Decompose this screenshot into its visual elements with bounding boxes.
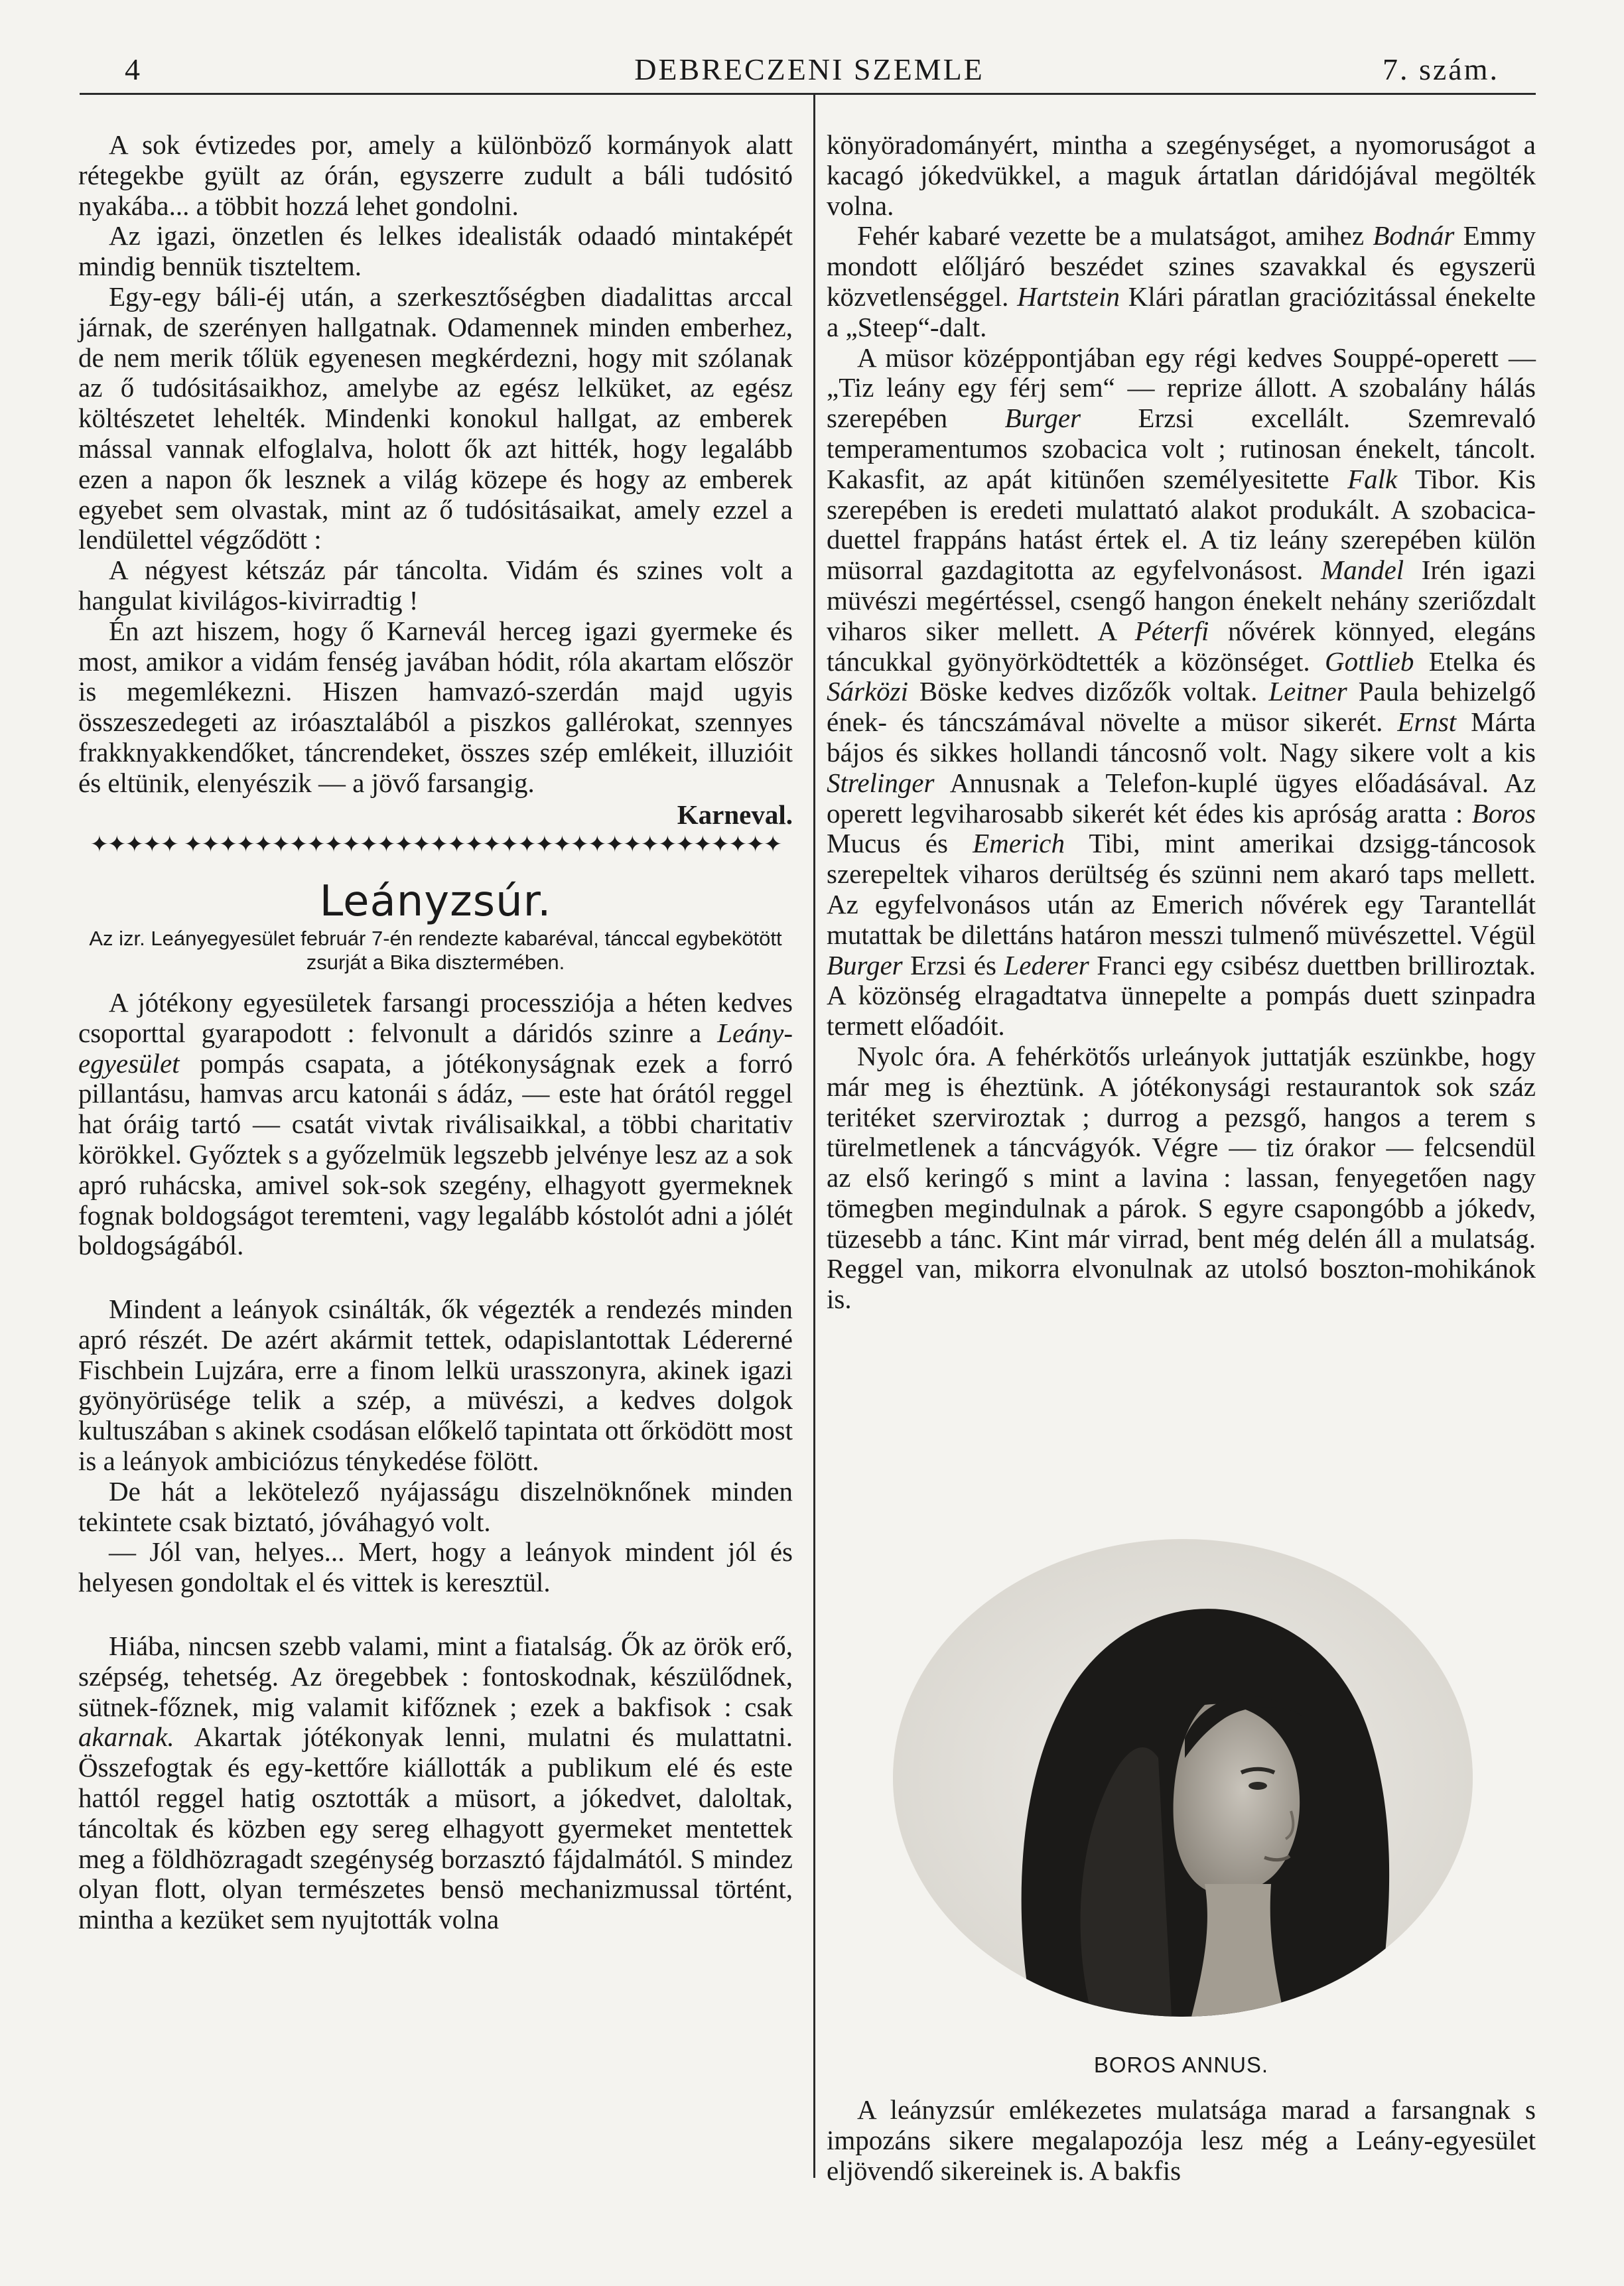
paragraph: Egy-egy báli-éj után, a szerkesztőségben diadalittas arccal járnak, de szerényen hallgatnak. Odamennek minden emberhez, de nem merik tőlük egyenesen megkérdezni, hogy mit szólanak az ő tudósitásaikhoz, amelybe az egész lelküket, az egész költészetet lehelték. Mindenki konokul hallgat, az emberek mással vannak elfoglalva, holott ők azt hitték, hogy legalább ezen a napon ők lesznek a világ közepe és hogy az emberek egyebet sem olvastak, mint az ő tudósitásaikat, amely ezzel a lendülettel végződött : bbox=[78, 281, 793, 555]
paragraph: Nyolc óra. A fehérkötős urleányok juttatják eszünkbe, hogy már meg is éheztünk. A jótékonysági restaurantok sok száz teritéket szerviroztak ; durrog a pezsgő, hangos a terem s türelmetlenek a táncvágyók. Végre — tiz órakor — felcsendül az első keringő s mint a lavina : lassan, fenyegetően nagy tömegben megindulnak a párok. S egyre csapongóbb a jókedv, tüzesebb a tánc. Kint már virrad, bent még delén áll a mulatság. Reggel van, mikorra elvonulnak az utolsó boszton-mohikánok is. bbox=[827, 1040, 1536, 1315]
portrait-caption: BOROS ANNUS. bbox=[1093, 2052, 1269, 2077]
issue-number: 7. szám. bbox=[1382, 52, 1499, 86]
paragraph: A négyest kétszáz pár táncolta. Vidám és szines volt a hangulat kivilágos-kivirradtig ! bbox=[78, 555, 793, 616]
paragraph: A jótékony egyesületek farsangi processziója a héten kedves csoporttal gyarapodott : felvonult a dáridós szinre a Leány-egyesület pompás csapata, a jótékonyságnak ezek a forró pillantásu, hamvas arcu katonái s ádáz, — este hat órától reggel hat óráig tartó — csatát vivtak riválisaikkal, a többi charitativ körökkel. Győztek s a győzelmük legszebb jelvénye lesz az a sok apró ruhácska, amivel sok-sok szegény, elhagyott gyermeknek fognak boldogságot teremteni, vagy legalább kóstolót adni a jólét boldogságából. bbox=[78, 986, 793, 1261]
section-subtitle: Az izr. Leányegyesület február 7-én rendezte kabaréval, tánccal egybekötött zsurját a Bika disztermében. bbox=[89, 926, 782, 974]
header-rule bbox=[80, 93, 1536, 95]
paragraph: könyöradományért, mintha a szegénységet, a nyomoruságot a kacagó jókedvükkel, a maguk ártatlan dáridójával megölték volna. bbox=[827, 129, 1536, 221]
portrait-illustration bbox=[893, 1539, 1473, 2017]
paragraph: A leányzsúr emlékezetes mulatsága marad a farsangnak s impozáns sikere megalapozója lesz még a Leány-egyesület eljövendő sikereinek is. A bakfis bbox=[827, 2094, 1536, 2186]
paragraph: Én azt hiszem, hogy ő Karnevál herceg igazi gyermeke és most, amikor a vidám fenség javában hódit, róla akartam először is megemlékezni. Hiszen hamvazó-szerdán majd ugyis összeszedegeti az iróasztalából a piszkos gallérokat, szennyes frakknyakkendőket, táncrendeket, összes szép emlékeit, illuzióit és eltünik, elenyészik — a jövő farsangig. bbox=[78, 615, 793, 798]
page-header bbox=[106, 46, 1513, 93]
paragraph: Hiába, nincsen szebb valami, mint a fiatalság. Ők az örök erő, szépség, tehetség. Az öregebbek : fontoskodnak, készülődnek, sütnek-főznek, mig valamit kifőznek ; ezek a bakfisok : csak akarnak. Akartak jótékonyak lenni, mulatni és mulattatni. Összefogtak és egy-kettőre kiállották a publikum elé és este hattól reggel hatig osztották a müsort, a jókedvet, daloltak, táncoltak és közben egy sereg elhagyott gyermeket mentettek meg a földhözragadt szegénység borzasztó fájdalmától. S mindez olyan flott, olyan természetes bensö mechanizmussal történt, mintha a kezüket sem nyujtották volna bbox=[78, 1631, 793, 1935]
paragraph: Az igazi, önzetlen és lelkes idealisták odaadó mintaképét mindig bennük tiszteltem. bbox=[78, 220, 793, 282]
journal-title: DEBRECZENI SZEMLE bbox=[634, 52, 984, 86]
paragraph: Mindent a leányok csinálták, ők végezték a rendezés minden apró részét. De azért akármit tettek, odapislantottak Lédererné Fischbein Lujzára, erre a finom lelkü urasszonyra, akinek igazi gyönyörüsége telik a szép, a müvészi, a kedves dolgok kultuszában s akinek csodásan előkelő tapintata ott őrködött most is a leányok ambiciózus ténykedése fölött. bbox=[78, 1294, 793, 1477]
column-divider bbox=[813, 95, 815, 2178]
portrait-photo bbox=[893, 1539, 1473, 2017]
right-column-bottom bbox=[827, 2095, 1536, 2186]
paragraph: De hát a lekötelező nyájasságu diszelnöknőnek minden tekintete csak biztató, jóváhagyó volt. bbox=[78, 1475, 793, 1537]
section-title: Leányzsúr. bbox=[319, 877, 552, 927]
paragraph: Fehér kabaré vezette be a mulatságot, amihez Bodnár Emmy mondott előljáró beszédet szines szavakkal és egyszerü közvetlenséggel. Hartstein Klári páratlan graciózitással énekelte a „Steep“-dalt. bbox=[827, 220, 1536, 342]
left-column bbox=[78, 130, 793, 1935]
paragraph: — Jól van, helyes... Mert, hogy a leányok mindent jól és helyesen gondoltak el és vittek is keresztül. bbox=[78, 1536, 793, 1598]
ornament-divider: ✦✦✦✦✦ ✦✦✦✦✦✦✦✦✦✦✦✦✦✦✦✦✦✦✦✦✦✦✦✦✦✦✦✦✦✦✦✦✦✦ bbox=[90, 831, 781, 858]
paragraph: A sok évtizedes por, amely a különböző kormányok alatt rétegekbe gyült az órán, egyszerre zudult a báli tudósitó nyakába... a többit hozzá lehet gondolni. bbox=[78, 129, 793, 221]
paragraph: A müsor középpontjában egy régi kedves Souppé-operett — „Tiz leány egy férj sem“ — reprize állott. A szobalány hálás szerepében Burger Erzsi excellált. Szemrevaló temperamentumos szobacica volt ; rutinosan énekelt, táncolt. Kakasfit, az apát kitünően személyesitette Falk Tibor. Kis szerepében is eredeti mulattató alakot produkált. A szobacica-duettel frappáns hatást értek el. A tiz leány szerepében külön müsorral gazdagitotta az egyfelvonásost. Mandel Irén igazi müvészi megértéssel, csengő hangon énekelt nehány szeriőzdalt viharos siker mellett. A Péterfi nővérek könnyed, elegáns táncukkal gyönyörködtették a közönséget. Gottlieb Etelka és Sárközi Böske kedves dizőzők voltak. Leitner Paula behizelgő ének- és táncszámával növelte a müsor sikerét. Ernst Márta bájos és sikkes hollandi táncosnő volt. Nagy sikere volt a kis Strelinger Annusnak a Telefon-kuplé ügyes előadásával. Az operett legviharosabb sikerét két édes kis apróság aratta : Boros Mucus és Emerich Tibi, mint amerikai dzsigg-táncosok szerepeltek viharos derültség és szünni nem akaró taps mellett. Az egyfelvonásos után az Emerich nővérek egy Tarantellát mutattak be dilettáns határon messzi tulmenő müvészettel. Végül Burger Erzsi és Lederer Franci egy csibész duettben brilliroztak. A közönség elragadtatva ünnepelte a pompás duett szinpadra termett előadóit. bbox=[827, 342, 1536, 1042]
right-column bbox=[827, 130, 1536, 1315]
page-number: 4 bbox=[125, 52, 142, 86]
author-signature: Karneval. bbox=[677, 799, 793, 830]
